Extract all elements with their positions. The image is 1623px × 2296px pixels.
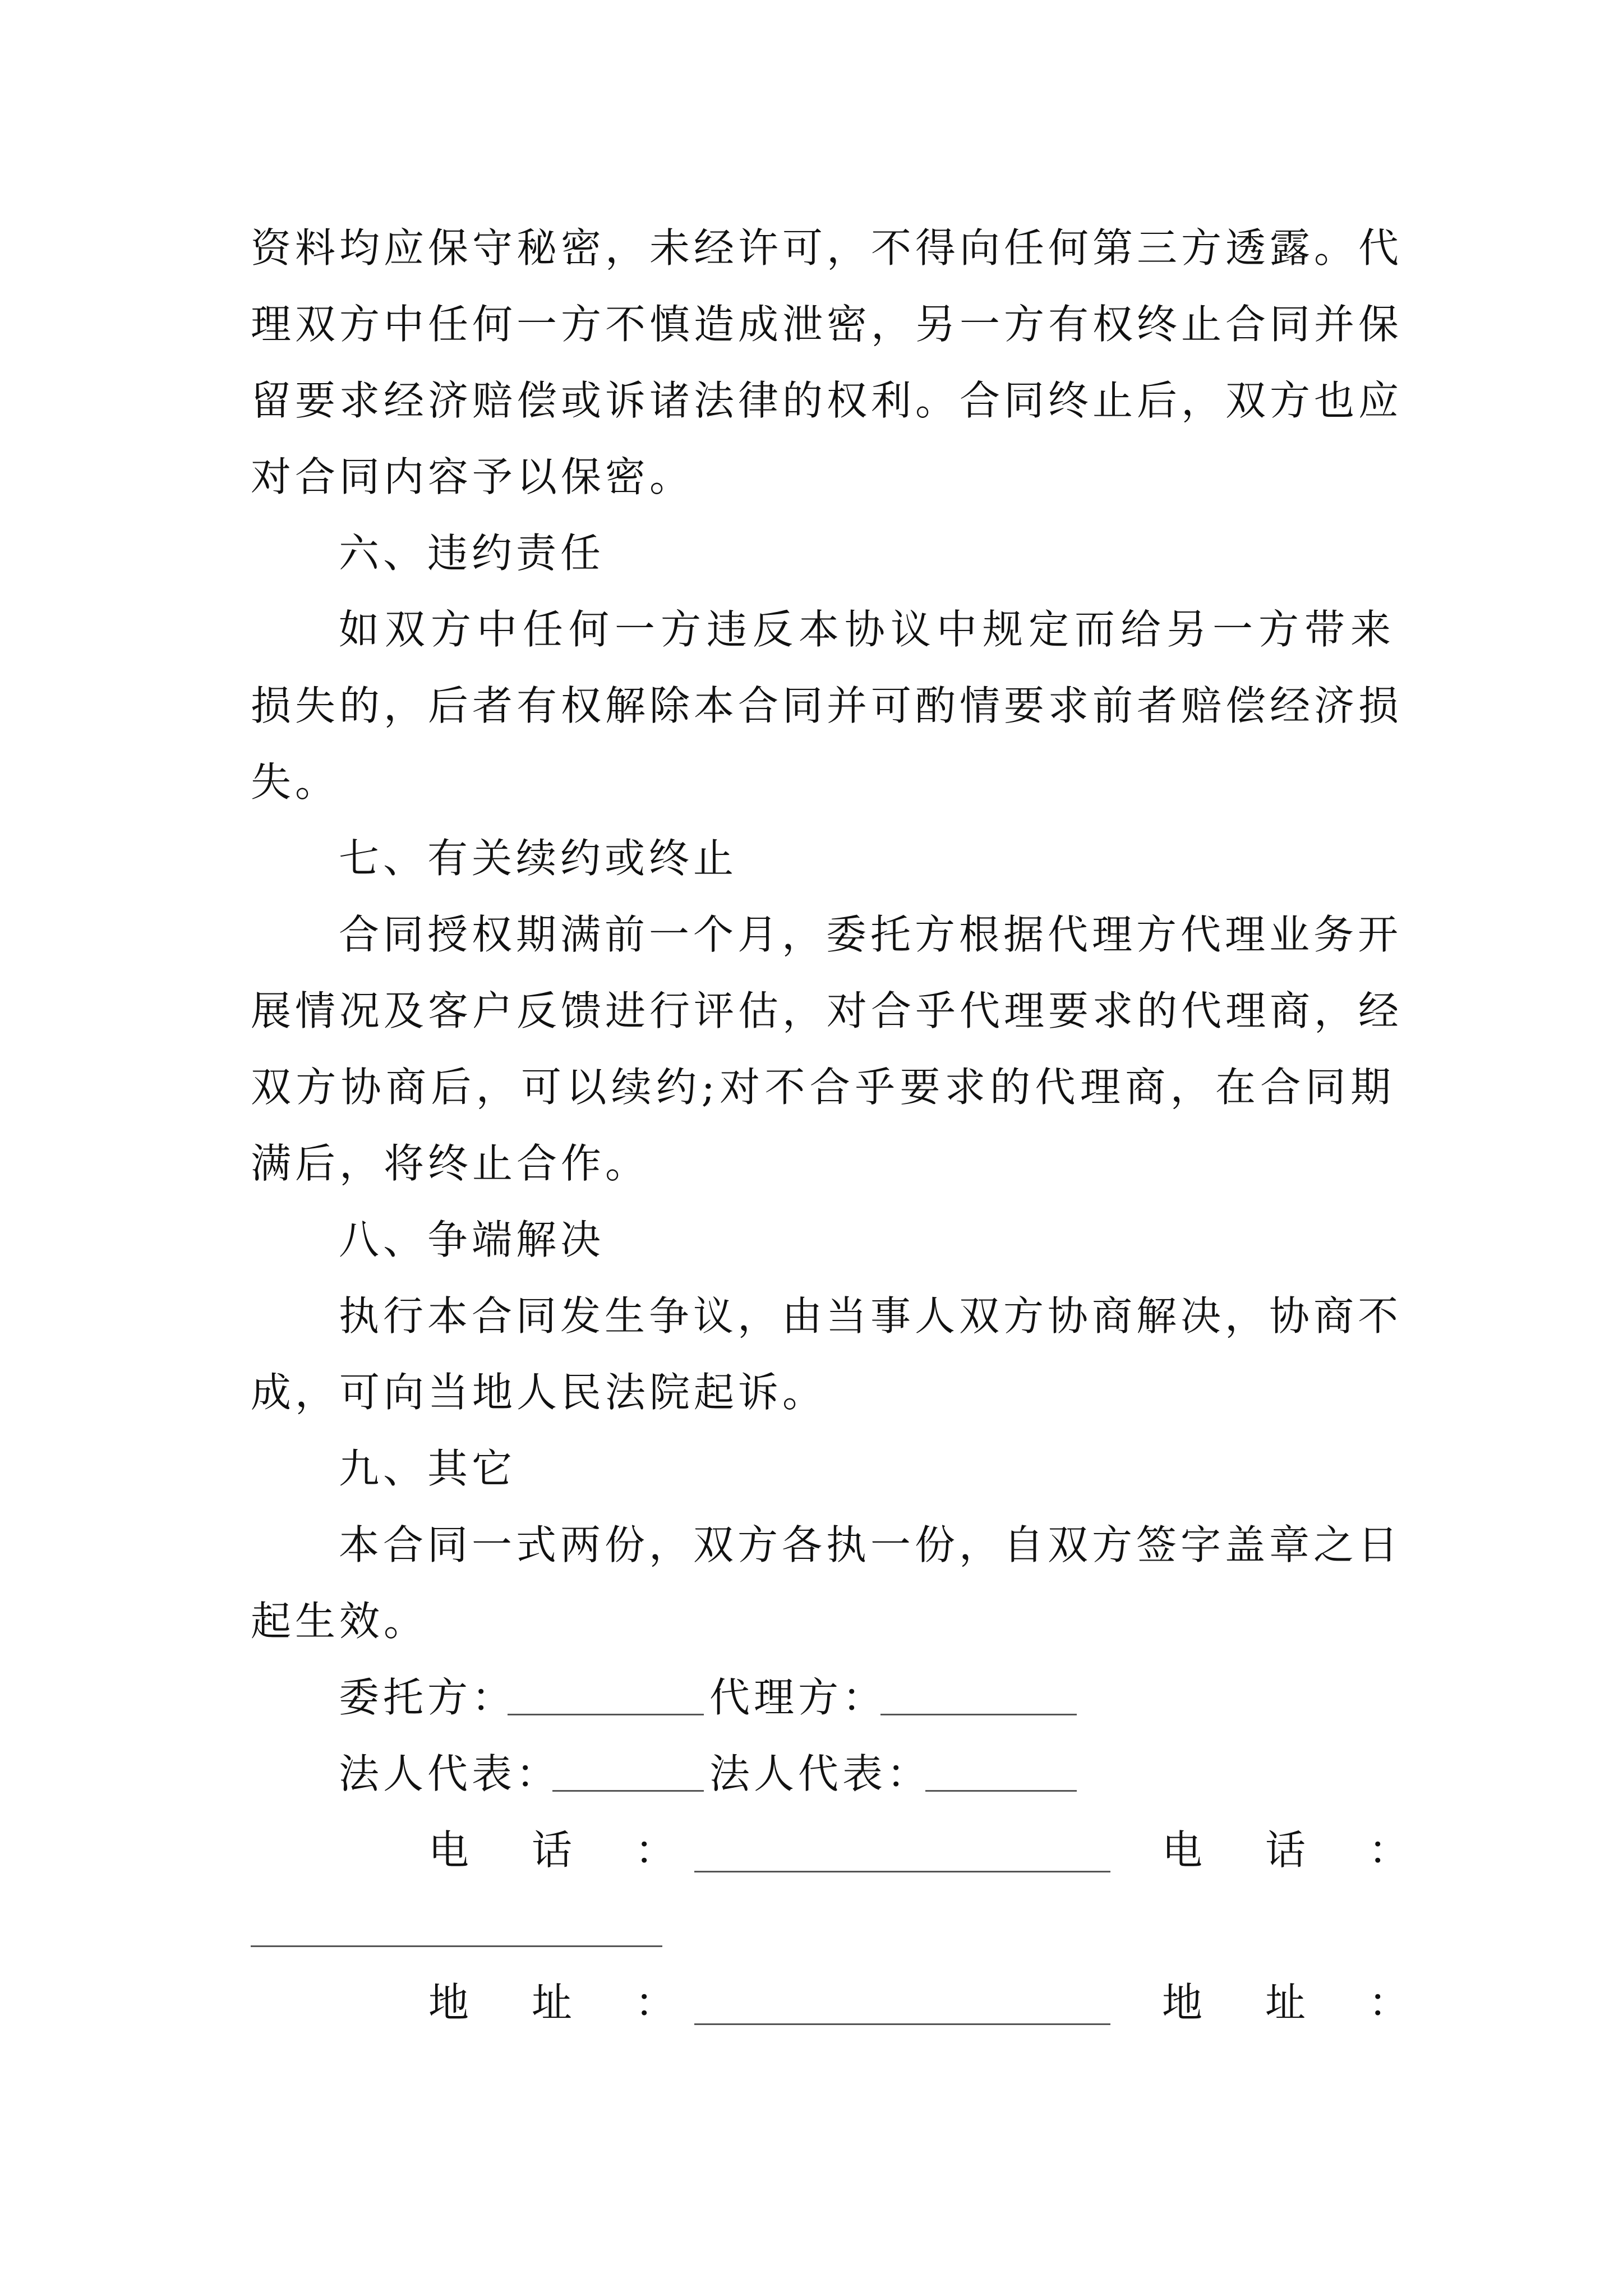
agent-rep-label: 法人代表： bbox=[709, 1750, 932, 1797]
section-heading: 八、争端解决 bbox=[339, 1216, 605, 1263]
paragraph-line: 合同授权期满前一个月，委托方根据代理方代理业务开 bbox=[339, 911, 1403, 958]
client-rep-label: 法人代表： bbox=[339, 1750, 561, 1797]
paragraph-line: 损失的，后者有权解除本合同并可酌情要求前者赔偿经济损 bbox=[251, 682, 1403, 729]
client-signature-blank[interactable] bbox=[508, 1714, 704, 1715]
paragraph-line: 本合同一式两份，双方各执一份，自双方签字盖章之日 bbox=[339, 1521, 1403, 1568]
section-heading: 六、违约责任 bbox=[339, 530, 605, 577]
paragraph-line: 理双方中任何一方不慎造成泄密，另一方有权终止合同并保 bbox=[251, 301, 1403, 348]
paragraph-line: 留要求经济赔偿或诉诸法律的权利。合同终止后，双方也应 bbox=[251, 377, 1403, 424]
agent-rep-blank[interactable] bbox=[925, 1790, 1077, 1792]
agent-label: 代理方： bbox=[709, 1674, 887, 1721]
agent-signature-blank[interactable] bbox=[880, 1714, 1077, 1715]
paragraph-line: 起生效。 bbox=[251, 1598, 428, 1645]
phone-label-client: 电 话 ： bbox=[428, 1826, 687, 1874]
paragraph-line: 对合同内容予以保密。 bbox=[251, 453, 694, 500]
address-label-agent: 地 址 ： bbox=[1162, 1979, 1421, 2026]
phone-blank-client[interactable] bbox=[694, 1871, 1110, 1872]
paragraph-line: 展情况及客户反馈进行评估，对合乎代理要求的代理商，经 bbox=[251, 987, 1403, 1034]
client-label: 委托方： bbox=[339, 1674, 517, 1721]
paragraph-line: 资料均应保守秘密，未经许可，不得向任何第三方透露。代 bbox=[251, 224, 1403, 272]
paragraph-line: 执行本合同发生争议，由当事人双方协商解决，协商不 bbox=[339, 1292, 1403, 1340]
paragraph-line: 失。 bbox=[251, 758, 340, 806]
client-rep-blank[interactable] bbox=[552, 1790, 704, 1792]
section-heading: 七、有关续约或终止 bbox=[339, 835, 738, 882]
paragraph-line: 满后，将终止合作。 bbox=[251, 1140, 650, 1187]
address-blank-client[interactable] bbox=[694, 2023, 1110, 2025]
paragraph-line: 双方协商后，可以续约;对不合乎要求的代理商，在合同期 bbox=[251, 1064, 1395, 1111]
paragraph-line: 成，可向当地人民法院起诉。 bbox=[251, 1369, 827, 1416]
section-heading: 九、其它 bbox=[339, 1445, 517, 1492]
paragraph-line: 如双方中任何一方违反本协议中规定而给另一方带来 bbox=[339, 606, 1395, 653]
phone-label-agent: 电 话 ： bbox=[1162, 1826, 1421, 1874]
phone-blank-agent[interactable] bbox=[251, 1945, 662, 1947]
address-label-client: 地 址 ： bbox=[428, 1979, 687, 2026]
